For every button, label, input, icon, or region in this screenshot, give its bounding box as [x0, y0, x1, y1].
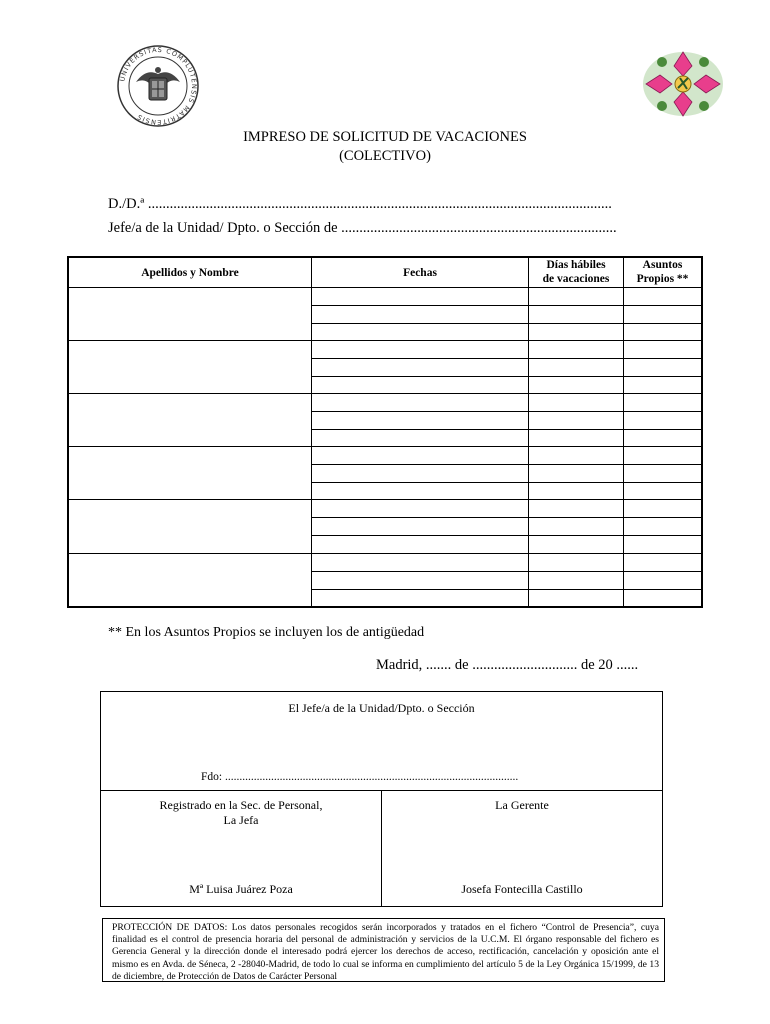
cross-emblem-logo: [640, 48, 726, 120]
header-days-line-2: de vacaciones: [542, 273, 610, 285]
dd-field[interactable]: D./D.ª ................................................................................................................................: [108, 196, 612, 212]
university-seal-logo: [116, 44, 200, 128]
personnel-registration: [101, 798, 381, 828]
chief-signature-label: El Jefe/a de la Unidad/Dpto. o Sección: [288, 701, 475, 715]
fdo-signature-line[interactable]: Fdo: ......................................................................................................: [201, 771, 519, 783]
registered-name: Mª Luisa Juárez Poza: [189, 882, 293, 896]
data-protection-notice: PROTECCIÓN DE DATOS: Los datos personales recogidos serán incorporados y tratados en el fichero “Control de Presencia”, cuya finalidad es el control de presencia horaria del personal de administración y servicios de la U.C.M. El órgano responsable del fichero es Gerencia General y la dirección donde el interesado podrá ejercer los derechos de acceso, rectificación, cancelación y oposición ante el mismo es en Avda. de Séneca, 2 -28040-Madrid, de todo lo cual se informa en cumplimiento del artículo 5 de la Ley Orgánica 15/1999, de 13 de diciembre, de Protección de Datos de Carácter Personal: [102, 918, 665, 982]
own-affairs-note: ** En los Asuntos Propios se incluyen los de antigüedad: [108, 625, 425, 640]
header-own-line-2: Propios **: [636, 273, 689, 285]
header-own-affairs: [624, 258, 701, 286]
header-own-line-1: Asuntos: [642, 259, 683, 271]
header-days-line-1: Días hábiles: [546, 259, 606, 271]
manager-label: La Gerente: [495, 798, 549, 812]
header-days: [529, 258, 623, 286]
registered-label: Registrado en la Sec. de Personal,: [159, 798, 323, 812]
vacation-table: [67, 256, 703, 608]
registered-role: La Jefa: [223, 813, 259, 827]
title-line-1: IMPRESO DE SOLICITUD DE VACACIONES: [243, 129, 527, 145]
signature-box: [100, 691, 663, 907]
unit-field[interactable]: Jefe/a de la Unidad/ Dpto. o Sección de ............................................................................: [108, 220, 617, 236]
svg-text:UNIVERSITAS COMPLUTENSIS MATRI: UNIVERSITAS COMPLUTENSIS MATRITENSIS: [118, 45, 199, 127]
manager-name: Josefa Fontecilla Castillo: [461, 882, 583, 896]
header-dates: Fechas: [403, 267, 437, 279]
place-date-line[interactable]: Madrid, ....... de ............................. de 20 ......: [376, 657, 639, 673]
title-line-2: (COLECTIVO): [339, 148, 431, 164]
form-title: [0, 128, 770, 166]
header-name: Apellidos y Nombre: [141, 267, 239, 279]
